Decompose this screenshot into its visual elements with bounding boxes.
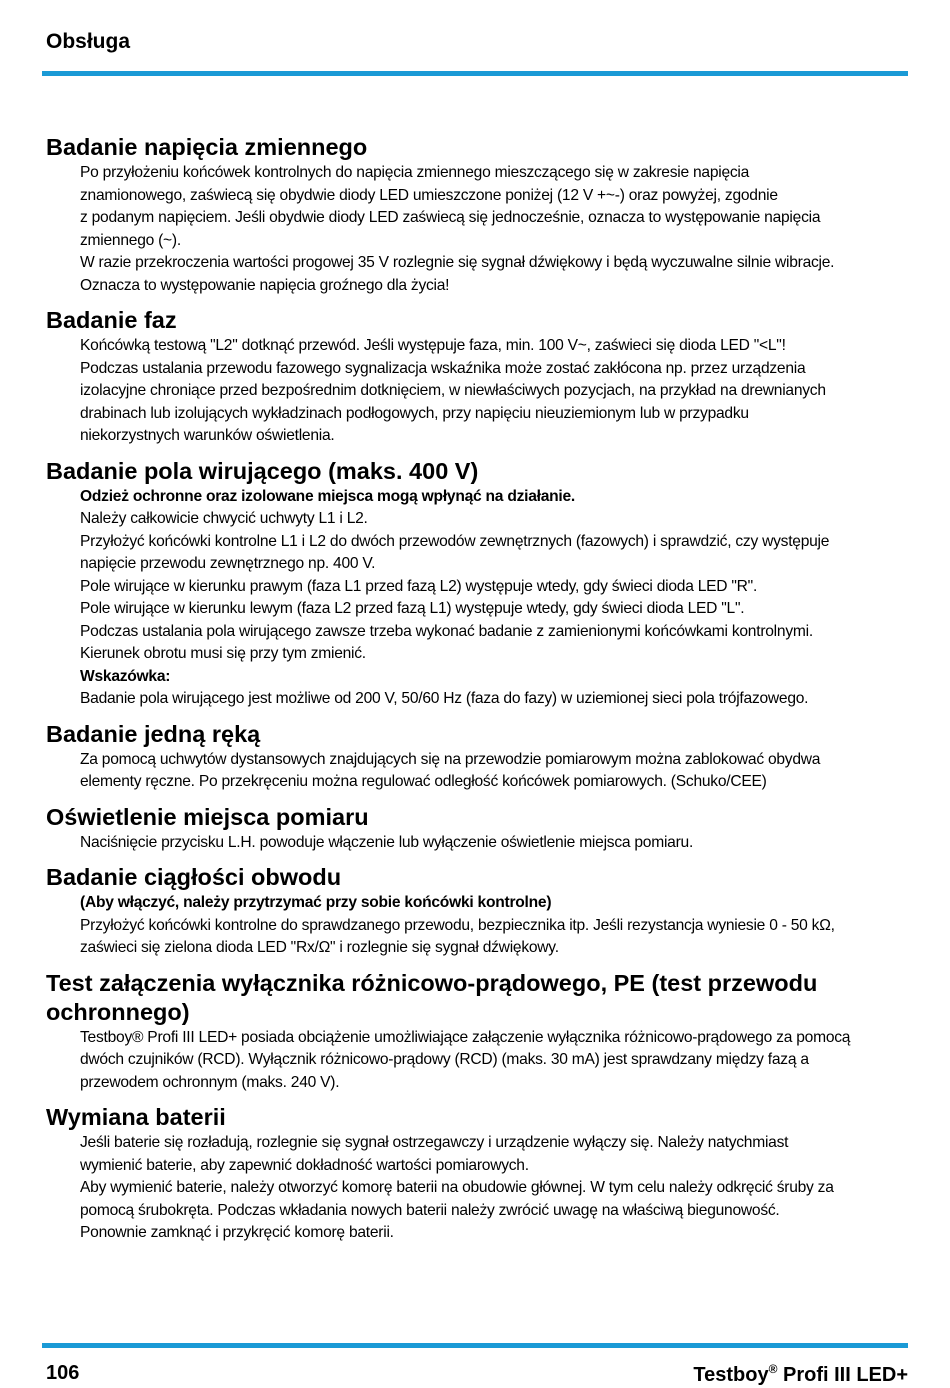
section-title: Badanie ciągłości obwodu [46,864,342,890]
footer-rule [42,1343,908,1348]
section-battery [46,1103,912,1245]
body-line: W razie przekroczenia wartości progowej 35 V rozlegnie się sygnał dźwiękowy i będą wyczuwalne silnie wibracje. [80,254,835,271]
bold-intro: Odzież ochronne oraz izolowane miejsca mogą wpłynąć na działanie. [80,487,576,505]
note-label: Wskazówka: [80,667,171,685]
body-line: zmiennego (~). [80,231,181,249]
section-body [80,749,912,794]
body-line: elementy ręczne. Po przekręceniu można regulować odległość końcówek pomiarowych. (Schuko/CEE) [80,773,767,790]
body-line: Końcówką testową "L2" dotknąć przewód. Jeśli występuje faza, min. 100 V~, zaświeci się dioda LED "<L"! [80,337,786,354]
section-title: Wymiana baterii [46,1104,226,1130]
section-body [80,335,912,448]
page-number: 106 [46,1362,80,1384]
body-line: Ponownie zamknąć i przykręcić komorę baterii. [80,1224,394,1241]
bold-intro: (Aby włączyć, należy przytrzymać przy sobie końcówki kontrolne) [80,894,552,911]
header-title: Obsługa [46,30,131,53]
body-line: Testboy® Profi III LED+ posiada obciążenie umożliwiające załączenie wyłącznika różnicowo-prądowego za pomocą [80,1028,851,1046]
body-line: Oznacza to występowanie napięcia groźnego dla życia! [80,276,450,294]
body-line: Podczas ustalania pola wirującego zawsze trzeba wykonać badanie z zamienionymi końcówkami kontrolnymi. [80,622,813,640]
body-line: Po przyłożeniu końcówek kontrolnych do napięcia zmiennego mieszczącego się w zakresie napięcia [80,164,750,181]
body-line: Naciśnięcie przycisku L.H. powoduje włączenie lub wyłączenie oświetlenie miejsca pomiaru. [80,833,694,851]
body-line: Za pomocą uchwytów dystansowych znajdujących się na przewodzie pomiarowym można zablokować obydwa [80,750,821,768]
body-line: Jeśli baterie się rozładują, rozlegnie się sygnał ostrzegawczy i urządzenie wyłączy się. Należy natychmiast [80,1134,789,1151]
section-one-hand [46,720,912,794]
body-line: Przyłożyć końcówki kontrolne do sprawdzanego przewodu, bezpiecznika itp. Jeśli rezystancja wyniesie 0 - 50 kΩ, [80,916,835,934]
section-phase-test [46,306,912,448]
footer-brand: Testboy [693,1364,769,1386]
body-line: napięcie przewodu zewnętrznego np. 400 V. [80,555,376,572]
body-line: zaświeci się zielona dioda LED "Rx/Ω" i rozlegnie się sygnał dźwiękowy. [80,939,559,956]
section-rcd-test [46,969,912,1095]
section-title: Badanie faz [46,307,177,333]
section-title: Test załączenia wyłącznika różnicowo-prądowego, PE (test przewodu ochronnego) [46,969,818,1025]
section-ac-voltage [46,133,912,297]
section-lighting [46,803,912,855]
section-title: Badanie jedną ręką [46,720,261,747]
note-line: Badanie pola wirującego jest możliwe od 200 V, 50/60 Hz (faza do fazy) w uziemionej sieci pola trójfazowego. [80,690,809,707]
body-line: drabinach lub izolujących wykładzinach podłogowych, przy napięciu nieuziemionym lub w przypadku [80,404,749,422]
body-line: Kierunek obrotu musi się przy tym zmienić. [80,645,366,662]
registered-mark: ® [768,1362,778,1376]
section-body [80,486,912,711]
section-rotating-field [46,457,912,711]
body-line: Pole wirujące w kierunku lewym (faza L2 przed fazą L1) występuje wtedy, gdy świeci dioda LED "L". [80,600,745,617]
footer-product [693,1362,908,1387]
page-content [46,133,912,1254]
body-line: z podanym napięciem. Jeśli obydwie diody LED zaświecą się jednocześnie, oznacza to występowanie napięcia [80,209,821,226]
body-line: Podczas ustalania przewodu fazowego sygnalizacja wskaźnika może zostać zakłócona np. przez urządzenia [80,359,806,377]
section-body [80,892,912,960]
body-line: Aby wymienić baterie, należy otworzyć komorę baterii na obudowie głównej. W tym celu należy odkręcić śruby za [80,1179,834,1196]
body-line: wymienić baterie, aby zapewnić dokładność wartości pomiarowych. [80,1156,529,1174]
body-line: Pole wirujące w kierunku prawym (faza L1 przed fazą L2) występuje wtedy, gdy świeci dioda LED "R". [80,577,758,595]
header-rule [42,71,908,76]
body-line: Należy całkowicie chwycić uchwyty L1 i L2. [80,510,368,527]
body-line: Przyłożyć końcówki kontrolne L1 i L2 do dwóch przewodów zewnętrznych (fazowych) i sprawdzić, czy występuje [80,532,830,550]
section-continuity [46,863,912,960]
body-line: znamionowego, zaświecą się obydwie diody LED umieszczone poniżej (12 V +~-) oraz powyżej, zgodnie [80,186,778,204]
section-body [80,162,912,297]
body-line: izolacyjne chroniące przed bezpośrednim dotknięciem, w niewłaściwych pozycjach, na przykład na drewnianych [80,382,826,399]
body-line: przewodem ochronnym (maks. 240 V). [80,1073,340,1091]
section-title: Badanie napięcia zmiennego [46,134,368,160]
body-line: dwóch czujników (RCD). Wyłącznik różnicowo-prądowy (RCD) (maks. 30 mA) jest sprawdzany między fazą a [80,1051,809,1068]
section-body [80,1132,912,1245]
section-body [80,832,912,855]
section-title: Badanie pola wirującego (maks. 400 V) [46,457,479,484]
section-title: Oświetlenie miejsca pomiaru [46,803,369,830]
body-line: niekorzystnych warunków oświetlenia. [80,427,335,444]
footer-model: Profi III LED+ [777,1364,908,1386]
section-body [80,1027,912,1095]
body-line: pomocą śrubokręta. Podczas wkładania nowych baterii należy zwrócić uwagę na właściwą biegunowość. [80,1201,780,1219]
